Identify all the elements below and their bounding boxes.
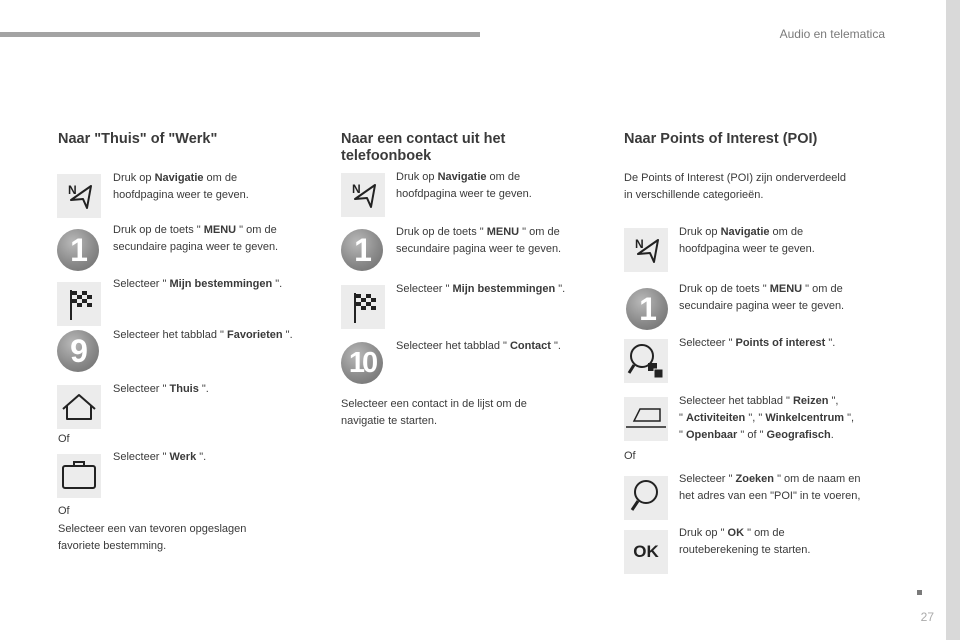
step-number-badge: 1 (57, 229, 99, 271)
poi-search-icon (624, 339, 668, 383)
page-number: 27 (920, 610, 934, 624)
section-header: Audio en telematica (779, 27, 885, 41)
col2-step-select-contact: Selecteer een contact in de lijst om de navigatie te starten. (341, 398, 527, 427)
ok-button-icon (624, 530, 668, 574)
col1-step-menu: Druk op de toets " MENU " om de secundaire pagina weer te geven. (113, 224, 279, 253)
col2-step-nav: Druk op Navigatie om de hoofdpagina weer te geven. (396, 171, 532, 200)
navigation-icon (57, 174, 101, 218)
col2-title: Naar een contact uit het telefoonboek (341, 131, 506, 164)
col3-step-tabs: Selecteer het tabblad " Reizen ", " Activiteiten ", " Winkelcentrum ", " Openbaar " of " Geografisch. (679, 395, 855, 441)
search-icon (624, 476, 668, 520)
or-label: Of (58, 433, 70, 445)
col3-title: Naar Points of Interest (POI) (624, 131, 818, 147)
col1-title: Naar "Thuis" of "Werk" (58, 131, 218, 147)
checkered-flag-icon (57, 282, 101, 326)
ok-label: OK (633, 542, 659, 561)
or-label: Of (624, 450, 636, 462)
col1-step-destinations: Selecteer " Mijn bestemmingen ". (113, 278, 283, 290)
col2-step-menu: Druk op de toets " MENU " om de secundaire pagina weer te geven. (396, 226, 562, 255)
col3-step-nav: Druk op Navigatie om de hoofdpagina weer te geven. (679, 226, 815, 255)
col3-step-menu: Druk op de toets " MENU " om de secundaire pagina weer te geven. (679, 283, 845, 312)
col3-step-poi: Selecteer " Points of interest ". (679, 337, 836, 349)
col2-step-destinations: Selecteer " Mijn bestemmingen ". (396, 283, 566, 295)
col3-step-search: Selecteer " Zoeken " om de naam en het adres van een "POI" in te voeren, (679, 473, 861, 502)
step-number-badge: 1 (626, 288, 668, 330)
svg-text:N: N (635, 237, 644, 251)
navigation-icon (341, 173, 385, 217)
col1-step-saved: Selecteer een van tevoren opgeslagen favoriete bestemming. (58, 523, 247, 552)
col3-intro: De Points of Interest (POI) zijn onderverdeeld in verschillende categorieën. (624, 172, 846, 201)
step-number-badge: 10 (341, 342, 383, 384)
page-edge-strip (946, 0, 960, 640)
col1-step-home: Selecteer " Thuis ". (113, 383, 209, 395)
col3-step-ok: Druk op " OK " om de routeberekening te starten. (679, 527, 811, 556)
svg-text:N: N (68, 183, 77, 197)
home-icon (57, 385, 101, 429)
col2-step-contact: Selecteer het tabblad " Contact ". (396, 340, 561, 352)
col1-step-nav: Druk op Navigatie om de hoofdpagina weer te geven. (113, 172, 249, 201)
checkered-flag-icon (341, 285, 385, 329)
step-number-badge: 1 (341, 229, 383, 271)
end-marker (917, 590, 922, 595)
road-icon (624, 397, 668, 441)
col1-step-favorites: Selecteer het tabblad " Favorieten ". (113, 329, 293, 341)
or-label: Of (58, 505, 70, 517)
step-number-badge: 9 (57, 330, 99, 372)
navigation-icon (624, 228, 668, 272)
briefcase-icon (57, 454, 101, 498)
top-rule (0, 32, 480, 37)
svg-text:N: N (352, 182, 361, 196)
col1-step-work: Selecteer " Werk ". (113, 451, 207, 463)
